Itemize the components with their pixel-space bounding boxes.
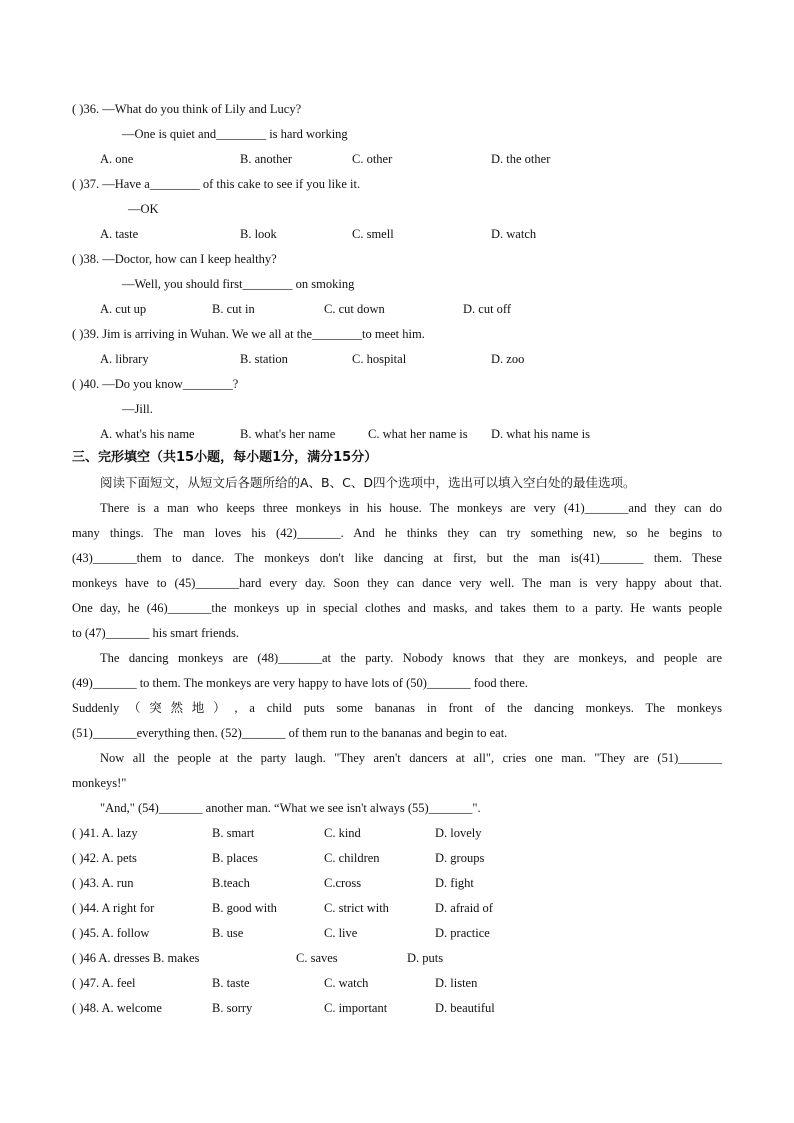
option-38-b: B. cut in <box>212 302 255 316</box>
reply-37: —OK <box>128 202 159 216</box>
cloze-option-45-d: D. practice <box>435 926 490 940</box>
option-38-d: D. cut off <box>463 302 512 316</box>
passage-line: There is a man who keeps three monkeys in his house. The monkeys are very (41)_______and they can do <box>100 501 722 515</box>
cloze-option-41-c: C. kind <box>324 826 361 840</box>
option-37-a: A. taste <box>100 227 139 241</box>
passage-line: One day, he (46)_______the monkeys up in special clothes and masks, and takes them to a party. He wants people <box>72 601 722 615</box>
option-37-d: D. watch <box>491 227 537 241</box>
reply-36: —One is quiet and________ is hard working <box>122 127 348 141</box>
option-40-a: A. what's his name <box>100 427 195 441</box>
cloze-question-48: ( )48. A. welcome <box>72 1001 162 1015</box>
option-36-a: A. one <box>100 152 134 166</box>
cloze-option-42-c: C. children <box>324 851 380 865</box>
cloze-option-44-b: B. good with <box>212 901 277 915</box>
cloze-option-48-b: B. sorry <box>212 1001 253 1015</box>
cloze-option-42-d: D. groups <box>435 851 485 865</box>
option-39-b: B. station <box>240 352 288 366</box>
cloze-option-47-c: C. watch <box>324 976 369 990</box>
question-37: ( )37. —Have a________ of this cake to see if you like it. <box>72 177 361 191</box>
question-40: ( )40. —Do you know________? <box>72 377 239 391</box>
cloze-question-47: ( )47. A. feel <box>72 976 136 990</box>
reply-38: —Well, you should first________ on smoking <box>122 277 355 291</box>
cloze-option-41-d: D. lovely <box>435 826 482 840</box>
question-36: ( )36. —What do you think of Lily and Lucy? <box>72 102 302 116</box>
cloze-question-41: ( )41. A. lazy <box>72 826 138 840</box>
cloze-question-45: ( )45. A. follow <box>72 926 150 940</box>
cloze-option-44-c: C. strict with <box>324 901 389 915</box>
option-39-d: D. zoo <box>491 352 525 366</box>
cloze-option-45-c: C. live <box>324 926 358 940</box>
option-40-b: B. what's her name <box>240 427 336 441</box>
cloze-option-47-d: D. listen <box>435 976 478 990</box>
cloze-question-46: ( )46 A. dresses B. makes <box>72 951 200 965</box>
passage-line: monkeys have to (45)_______hard every day. Soon they can dance very well. The man is very happy about that. <box>72 576 722 590</box>
passage-line: "And," (54)_______ another man. “What we see isn't always (55)_______". <box>100 801 481 815</box>
reply-40: —Jill. <box>122 402 153 416</box>
question-39: ( )39. Jim is arriving in Wuhan. We we all at the________to meet him. <box>72 327 425 341</box>
passage-line: to (47)_______ his smart friends. <box>72 626 239 640</box>
question-38: ( )38. —Doctor, how can I keep healthy? <box>72 252 277 266</box>
option-40-c: C. what her name is <box>368 427 468 441</box>
option-36-c: C. other <box>352 152 393 166</box>
cloze-option-43-d: D. fight <box>435 876 474 890</box>
cloze-option-48-d: D. beautiful <box>435 1001 495 1015</box>
cloze-option-43-c: C.cross <box>324 876 362 890</box>
passage-line: (51)_______everything then. (52)_______ of them run to the bananas and begin to eat. <box>72 726 508 740</box>
section-title: 三、完形填空（共15小题，每小题1分，满分15分） <box>72 450 378 465</box>
cloze-question-42: ( )42. A. pets <box>72 851 137 865</box>
cloze-question-43: ( )43. A. run <box>72 876 134 890</box>
option-36-b: B. another <box>240 152 293 166</box>
option-37-b: B. look <box>240 227 277 241</box>
cloze-option-47-b: B. taste <box>212 976 250 990</box>
instruction: 阅读下面短文，从短文后各题所给的A、B、C、D四个选项中，选出可以填入空白处的最佳选项。 <box>100 475 636 490</box>
cloze-option-42-b: B. places <box>212 851 258 865</box>
passage-line: (49)_______ to them. The monkeys are very happy to have lots of (50)_______ food there. <box>72 676 528 690</box>
passage-line: many things. The man loves his (42)_______. And he thinks they can try something new, so he begins to <box>72 526 722 540</box>
cloze-option-45-b: B. use <box>212 926 244 940</box>
cloze-option-46-c: C. saves <box>296 951 338 965</box>
passage-line: monkeys!" <box>72 776 127 790</box>
option-37-c: C. smell <box>352 227 394 241</box>
option-40-d: D. what his name is <box>491 427 590 441</box>
passage-line: Suddenly（突然地）, a child puts some bananas in front of the dancing monkeys. The monkeys <box>72 701 722 715</box>
passage-line: The dancing monkeys are (48)_______at the party. Nobody knows that they are monkeys, and people are <box>100 651 722 665</box>
cloze-option-41-b: B. smart <box>212 826 255 840</box>
option-38-c: C. cut down <box>324 302 385 316</box>
cloze-option-48-c: C. important <box>324 1001 388 1015</box>
passage-line: (43)_______them to dance. The monkeys don't like dancing at first, but the man is(41)_______ them. These <box>72 551 722 565</box>
option-36-d: D. the other <box>491 152 551 166</box>
cloze-option-43-b: B.teach <box>212 876 250 890</box>
cloze-option-44-d: D. afraid of <box>435 901 493 915</box>
option-39-c: C. hospital <box>352 352 407 366</box>
option-38-a: A. cut up <box>100 302 147 316</box>
option-39-a: A. library <box>100 352 149 366</box>
passage-line: Now all the people at the party laugh. "They aren't dancers at all", cries one man. "They are (51)_______ <box>100 751 722 765</box>
cloze-question-44: ( )44. A right for <box>72 901 155 915</box>
cloze-option-46-d: D. puts <box>407 951 444 965</box>
